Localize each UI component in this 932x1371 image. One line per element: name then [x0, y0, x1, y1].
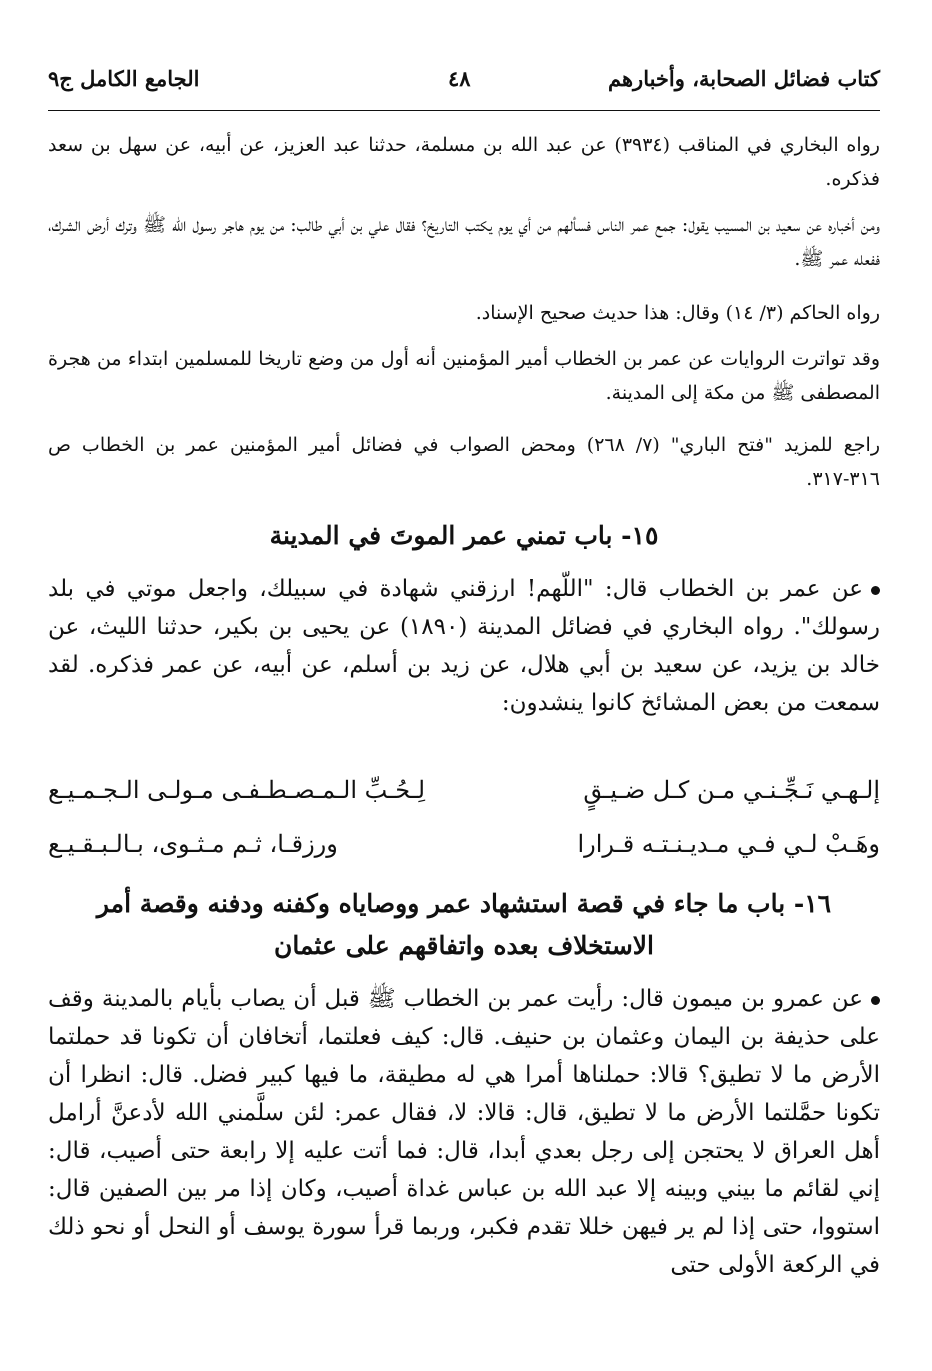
footnote-block-2: [48, 208, 880, 276]
book-page: [48, 58, 880, 1358]
note-paragraph: رواه البخاري في المناقب (٣٩٣٤) عن عبد الله بن مسلمة، حدثنا عبد العزيز، عن أبيه، عن سهل بن سعد فذكره.: [48, 134, 880, 190]
chapter-15-body: [48, 570, 880, 722]
book-title: كتاب فضائل الصحابة، وأخبارهم: [608, 66, 880, 91]
hadith-paragraph: [48, 980, 880, 1284]
chapter-16-body: [48, 980, 880, 1284]
chapter-15-title: ١٥- باب تمني عمر الموتَ في المدينة: [269, 521, 659, 550]
footnote-block-4: [48, 342, 880, 410]
verse-first-hemistich: إلـهـي نَـجِّـنـي مـن كـل ضـيـقٍ: [583, 776, 880, 804]
footnote-block-5: [48, 428, 880, 496]
hadith-paragraph: [48, 570, 880, 722]
note-paragraph: راجع للمزيد "فتح الباري" (٧/ ٢٦٨) ومحض الصواب في فضائل أمير المؤمنين عمر بن الخطاب ص ٣١٦-٣١٧.: [48, 434, 880, 490]
chapter-16-title-line2: الاستخلاف بعده واتفاقهم على عثمان: [274, 931, 654, 960]
volume-title: الجامع الكامل ج٩: [48, 66, 200, 91]
note-paragraph: وقد تواترت الروايات عن عمر بن الخطاب أمير المؤمنين أنه أول من وضع تاريخا للمسلمين ابتداء من هجرة المصطفى ﷺ من مكة إلى المدينة.: [48, 348, 880, 404]
verse-second-hemistich: لِـحُـبِّ الـمـصـطـفـى مـولـى الـجـمـيـع: [48, 776, 426, 804]
hadith-text: عن عمرو بن ميمون قال: رأيت عمر بن الخطاب ﷺ قبل أن يصاب بأيام بالمدينة وقف على حذيفة بن اليمان وعثمان بن حنيف. قال: كيف فعلتما، أتخافان أن تكونا قد حملتما الأرض ما لا تطيق؟ قالا: حملناها أمرا هي له مطيقة، ما فيها كبير فضل. قال: انظرا أن تكونا حمَّلتما الأرض ما لا تطيق، قال: قالا: لا، فقال عمر: لئن سلَّمني الله لأدعنَّ أرامل أهل العراق لا يحتجن إلى رجل بعدي أبدا، قال: فما أتت عليه إلا رابعة حتى أصيب، قال: إني لقائم ما بيني وبينه إلا عبد الله بن عباس غداة أصيب، وكان إذا مر بين الصفين قال: استووا، حتى إذا لم ير فيهن خللا تقدم فكبر، وربما قرأ سورة يوسف أو النحل أو نحو ذلك في الركعة الأولى حتى: [48, 986, 880, 1278]
bullet-icon: [871, 996, 880, 1005]
note-paragraph: رواه الحاكم (٣/ ١٤) وقال: هذا حديث صحيح الإسناد.: [475, 302, 880, 324]
hadith-text: عن عمر بن الخطاب قال: "اللّهم! ارزقني شهادة في سبيلك، واجعل موتي في بلد رسولك". رواه البخاري في فضائل المدينة (١٨٩٠) عن يحيى بن بكير، حدثنا الليث، عن خالد بن يزيد، عن سعيد بن أبي هلال، عن زيد بن أسلم، عن أبيه، عن عمر فذكره. لقد سمعت من بعض المشائخ كانوا ينشدون:: [48, 576, 881, 716]
poem-verse-1: [48, 776, 880, 822]
chapter-16-title-line1: ١٦- باب ما جاء في قصة استشهاد عمر ووصاياه وكفنه ودفنه وقصة أمر: [96, 889, 832, 918]
page-header: [48, 58, 880, 111]
bullet-icon: [871, 586, 880, 595]
footnote-block-1: [48, 128, 880, 196]
page-number: ٤٨: [448, 66, 471, 91]
verse-first-hemistich: وهَـبْ لـي فـي مـديـنـتـه قـرارا: [577, 830, 880, 858]
footnote-block-3: [48, 296, 880, 330]
note-paragraph: ومن أخباره عن سعيد بن المسيب يقول: جمع عمر الناس فسألهم من أي يوم يكتب التاريخ؟ فقال علي بن أبي طالب: من يوم هاجر رسول الله ﷺ وترك أرض الشرك، ففعله عمر ﷺ.: [48, 214, 880, 270]
verse-second-hemistich: ورزقـا، ثـم مـثـوى، بـالـبـقـيـع: [48, 830, 338, 858]
poem-verse-2: [48, 830, 880, 876]
